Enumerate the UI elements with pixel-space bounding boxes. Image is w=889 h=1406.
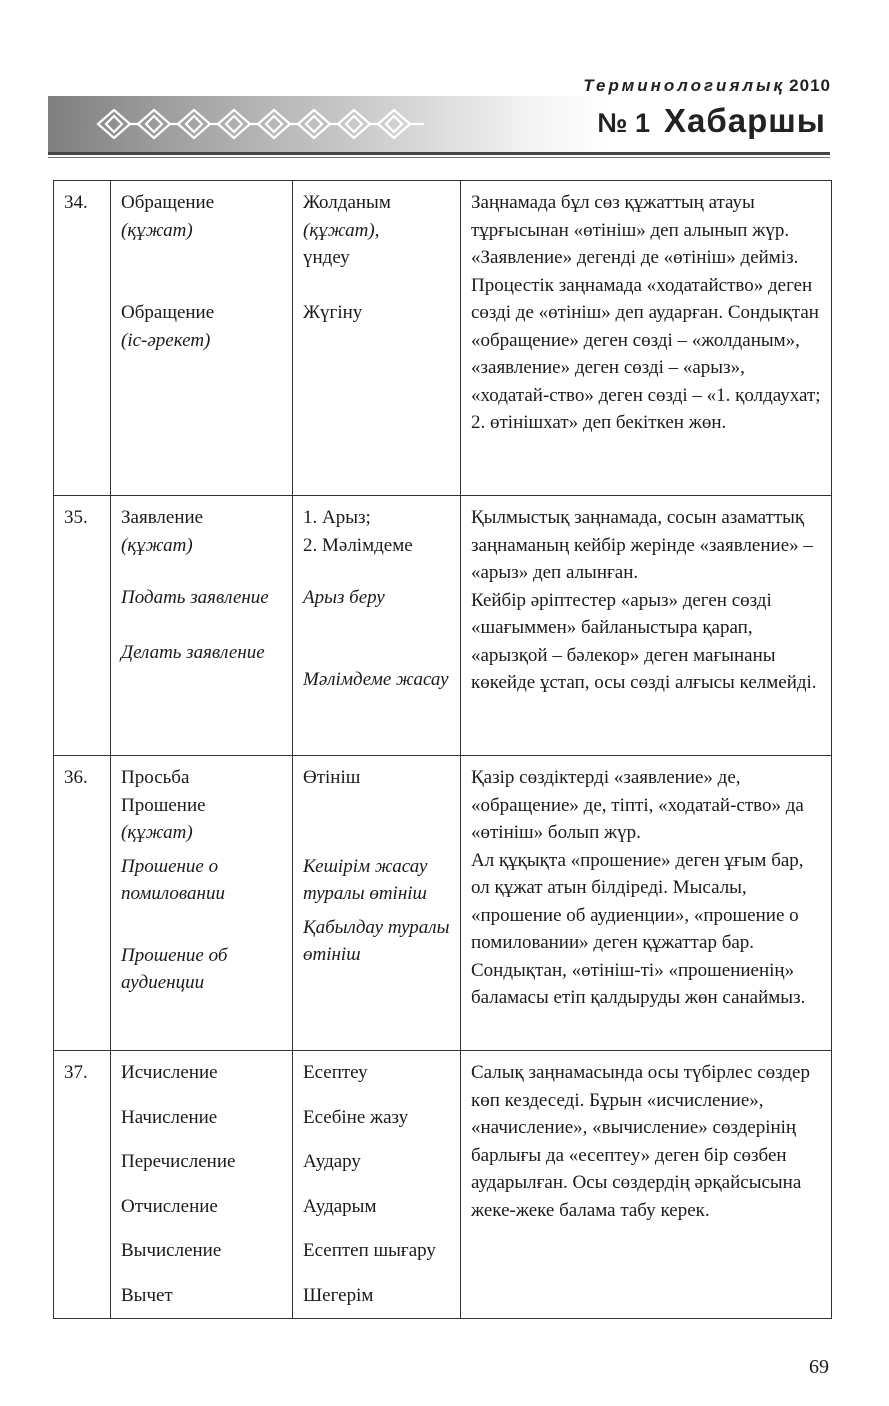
table-row (54, 756, 832, 1051)
comment-cell (461, 181, 832, 496)
kazakh-term: Есептеу (303, 1062, 368, 1083)
journal-name-block (597, 102, 826, 140)
journal-title-italic: Терминологиялық (583, 76, 786, 95)
kazakh-term-cell (293, 181, 461, 496)
terms-table (53, 180, 832, 1319)
russian-term: Отчисление (121, 1195, 218, 1217)
kazakh-term-cell (293, 496, 461, 756)
russian-term: Исчисление (121, 1062, 218, 1083)
kazakh-term: Мәлімдеме жасау (303, 668, 449, 690)
comment-text: Салық заңнамасында осы түбірлес сөздер көп кездеседі. Бұрын «исчисление», «начисление», «вычисление» сөздерінің барлығы да «есептеу» деген бір сөзбен аударылған. Осы сөздердің әрқайсысына жеке-жеке балама табу керек. (471, 1062, 810, 1221)
term-note: (құжат), (303, 219, 380, 241)
russian-term: Перечисление (121, 1151, 236, 1172)
russian-term: Заявление (121, 507, 204, 528)
russian-term: Обращение (121, 302, 215, 323)
kazakh-term: Аударым (303, 1195, 377, 1217)
table-row (54, 496, 832, 756)
kazakh-term: Жүгіну (303, 301, 363, 323)
kazakh-term: Аудару (303, 1151, 361, 1172)
journal-header-top (583, 76, 831, 96)
term-note: (құжат) (121, 534, 193, 556)
table-row (54, 1051, 832, 1319)
russian-term: Подать заявление (121, 587, 269, 608)
russian-term: Начисление (121, 1106, 218, 1128)
kazakh-term: Арыз беру (303, 587, 385, 608)
term-note: (құжат) (121, 822, 193, 843)
russian-term-cell (111, 181, 293, 496)
journal-banner (48, 96, 830, 155)
table-row (54, 181, 832, 496)
row-number: 35. (54, 496, 111, 756)
russian-term: Прошение о помиловании (121, 855, 225, 904)
comment-text: Кейбір әріптестер «арыз» деген сөзді «шағыммен» байланыстыра қарап, «арызқой – бәлекор» деген мағынаны көкейде ұстап, осы сөзді алғысы келмейді. (471, 589, 817, 693)
kazakh-term: Жолданым (303, 192, 391, 213)
kazakh-term: Өтініш (303, 767, 361, 788)
comment-text: Қылмыстық заңнамада, сосын азаматтық заңнаманың кейбір жерінде «заявление» – «арыз» деп алынған. (471, 507, 813, 583)
kazakh-term: Есептеп шығару (303, 1240, 436, 1261)
ornament-pattern-icon (94, 106, 434, 142)
kazakh-term: Кешірім жасау туралы өтініш (303, 855, 428, 904)
kazakh-term: Шегерім (303, 1284, 374, 1306)
comment-cell (461, 1051, 832, 1319)
term-note: (іс-әрекет) (121, 329, 211, 351)
row-number: 36. (54, 756, 111, 1051)
journal-name: Хабаршы (664, 102, 826, 139)
journal-year: 2010 (789, 76, 831, 95)
row-number: 34. (54, 181, 111, 496)
russian-term: Обращение (121, 192, 215, 213)
kazakh-term: 2. Мәлімдеме (303, 534, 413, 556)
term-note: (құжат) (121, 219, 193, 241)
comment-text: Ал құқықта «прошение» деген ұғым бар, ол құжат атын білдіреді. Мысалы, «прошение об аудиенции», «прошение о помиловании» деген құжаттар бар. Сондықтан, «өтініш-ті» «прошениенің» баламасы етіп қалдыруды жөн санаймыз. (471, 849, 806, 1008)
russian-term-cell (111, 756, 293, 1051)
comment-cell (461, 496, 832, 756)
issue-number: № 1 (597, 108, 651, 138)
comment-cell (461, 756, 832, 1051)
kazakh-term: Қабылдау туралы өтініш (303, 916, 450, 965)
russian-term: Просьба (121, 767, 190, 788)
russian-term: Прошение об аудиенции (121, 944, 228, 993)
russian-term: Делать заявление (121, 641, 265, 663)
russian-term-cell (111, 1051, 293, 1319)
page-number: 69 (809, 1356, 829, 1378)
russian-term: Прошение (121, 794, 206, 816)
comment-text: Заңнамада бұл сөз құжаттың атауы тұрғысынан «өтініш» деп алынып жүр. «Заявление» дегенді де «өтініш» дейміз. Процестік заңнамада «ходатайство» деген сөзді де «өтініш» деп аударған. Сондықтан «обращение» деген сөзді – «жолданым», «заявление» деген сөзді – «арыз», «ходатай-ство» деген сөзді – «1. қолдаухат; 2. өтінішхат» деп бекіткен жөн. (471, 192, 821, 433)
kazakh-term: Есебіне жазу (303, 1106, 409, 1128)
header-divider (48, 157, 830, 158)
russian-term: Вычет (121, 1284, 173, 1306)
kazakh-term-cell (293, 756, 461, 1051)
kazakh-term-cell (293, 1051, 461, 1319)
russian-term-cell (111, 496, 293, 756)
kazakh-term: үндеу (303, 247, 350, 268)
russian-term: Вычисление (121, 1240, 222, 1261)
row-number: 37. (54, 1051, 111, 1319)
kazakh-term: 1. Арыз; (303, 507, 371, 528)
comment-text: Қазір сөздіктерді «заявление» де, «обращение» де, тіпті, «ходатай-ство» да «өтініш» болып жүр. (471, 767, 804, 843)
